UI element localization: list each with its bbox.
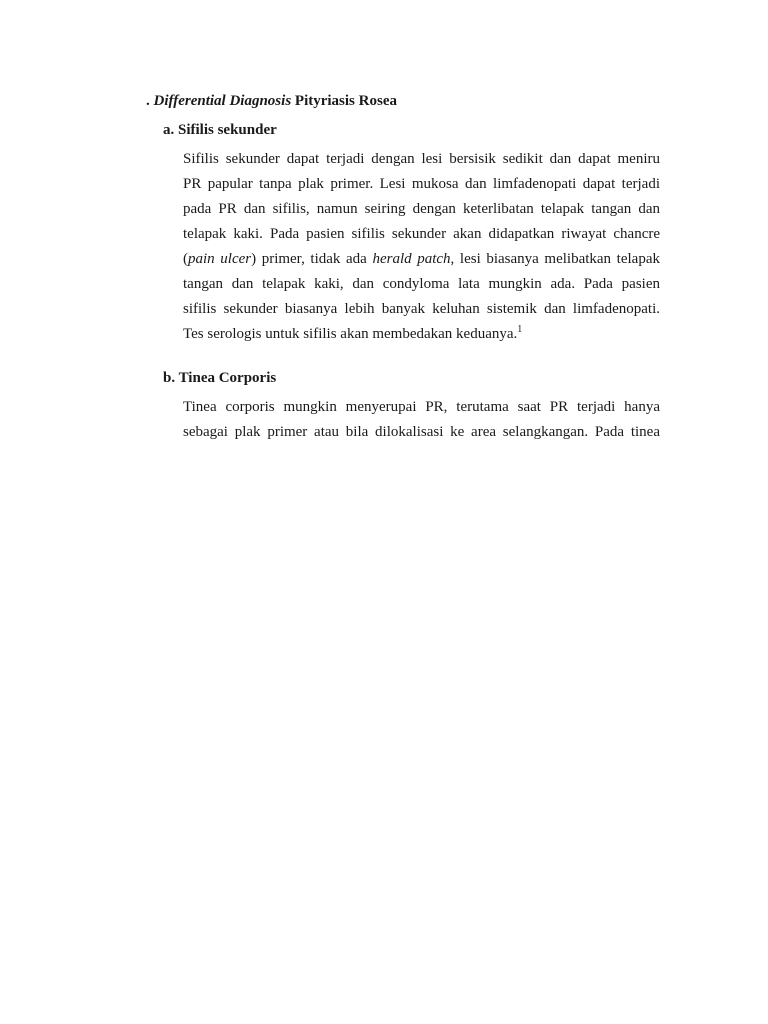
paragraph-line: tangan dan telapak kaki, dan condyloma lata mungkin ada. Pada pasien [183, 276, 660, 292]
paragraph-line: pada PR dan sifilis, namun seiring dengan keterlibatan telapak tangan dan [183, 201, 660, 217]
subsection-heading-tinea: b. Tinea Corporis [163, 370, 277, 386]
paragraph-line-mixed [183, 247, 660, 272]
paragraph-sifilis [183, 147, 660, 347]
section-heading [146, 93, 397, 110]
text-run: , lesi biasanya melibatkan telapak [450, 251, 660, 267]
paragraph-line: PR papular tanpa plak primer. Lesi mukosa dan limfadenopati dapat terjadi [183, 176, 660, 192]
italic-term-pain-ulcer: pain ulcer [188, 251, 252, 267]
paragraph-line: sifilis sekunder biasanya lebih banyak keluhan sistemik dan limfadenopati. [183, 301, 660, 317]
italic-term-herald-patch: herald patch [372, 251, 451, 267]
paragraph-line: sebagai plak primer atau bila dilokalisasi ke area selangkangan. Pada tinea [183, 424, 660, 440]
text-run: ) primer, tidak ada [251, 251, 373, 267]
paragraph-line: Tinea corporis mungkin menyerupai PR, terutama saat PR terjadi hanya [183, 399, 660, 415]
section-title-italic: Differential Diagnosis [153, 93, 292, 109]
text-run: Tes serologis untuk sifilis akan membedakan keduanya. [183, 326, 518, 342]
section-title-rest: Pityriasis Rosea [294, 93, 397, 109]
citation-superscript: 1 [517, 324, 523, 335]
text-run: ( [183, 251, 188, 267]
paragraph-line-last [183, 322, 660, 347]
paragraph-line: Sifilis sekunder dapat terjadi dengan lesi bersisik sedikit dan dapat meniru [183, 151, 660, 167]
section-prefix: . [146, 93, 150, 109]
paragraph-tinea [183, 395, 660, 445]
subsection-heading-sifilis: a. Sifilis sekunder [163, 122, 277, 138]
paragraph-line: telapak kaki. Pada pasien sifilis sekunder akan didapatkan riwayat chancre [183, 226, 660, 242]
